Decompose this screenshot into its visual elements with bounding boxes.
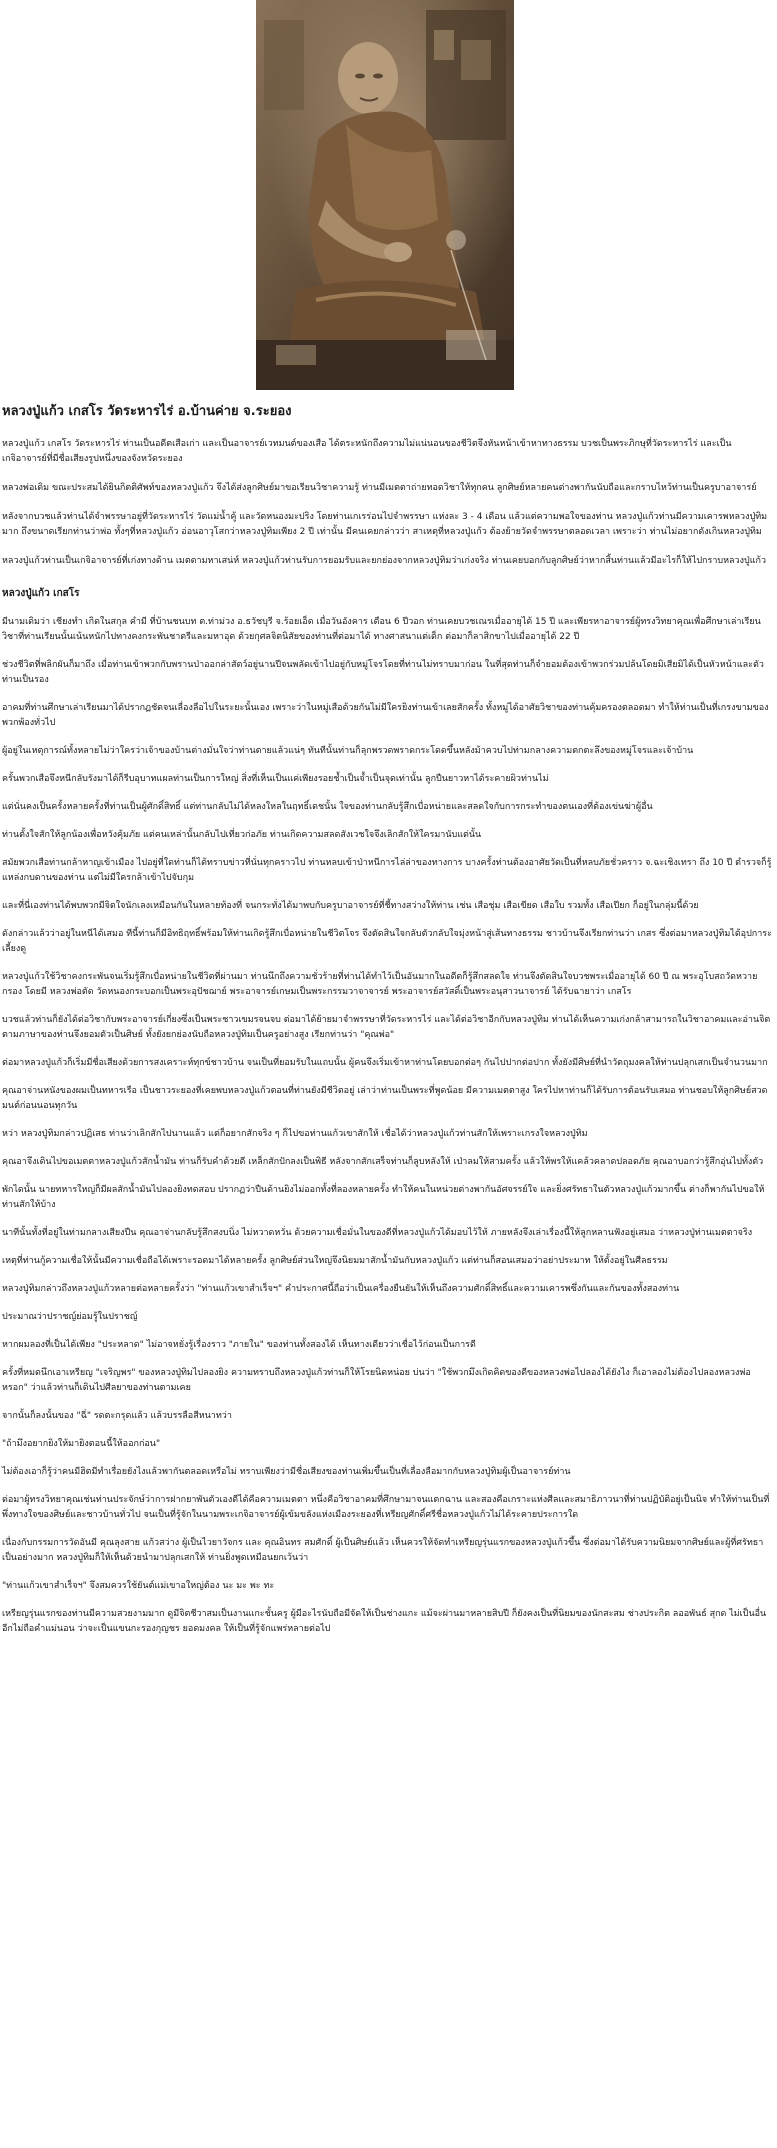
bio-paragraph: คุณอาจ่านหนังของผมเป็นทหารเรือ เป็นชาวระยองที่เคยพบหลวงปู่แก้วตอนที่ท่านยังมีชีวิตอยู่ เล่าว่าท่านเป็นพระที่พูดน้อย มีความเมตตาสูง ใครไปหาท่านก็ได้รับการต้อนรับเสมอ ท่านชอบให้ลูกศิษย์สวดมนต์ก่อนนอนทุกวัน [2,1086,768,1111]
intro-section [2,437,772,569]
bio-paragraph: "ท่านแก้วเขาสำเร็จฯ" จึงสมควรใช้ยันต์แม่เขาอใหญ่ต้อง นะ มะ พะ ทะ [2,1581,275,1591]
bio-paragraph: บวชแล้วท่านก็ยังได้ต่อวิชากับพระอาจารย์เกี่ยงซึ่งเป็นพระชาวเขมรจนจบ ต่อมาได้ย้ายมาจำพรรษาที่วัดระหารไร่ และได้ต่อวิชาอีกกับหลวงปู่ทิม ท่านได้เห็นความเก่งกล้าสามารถในวิชาอาคมและอ่านจิตตามภาษาของท่านจึงยอมตัวเป็นศิษย์ ทั้งยังยกย่องนับถือหลวงปู่ทิมเป็นครูอย่างสูง เรียกท่านว่า "คุณพ่อ" [2,1015,771,1040]
bio-paragraph: แต่นั่นคงเป็นครั้งหลายครั้งที่ท่านเป็นผู้ศักดิ์สิทธิ์ แต่ท่านกลับไม่ได้หลงใหลในฤทธิ์เดชนั้น ใจของท่านกลับรู้สึกเบื่อหน่ายและสลดใจกับการกระทำของตนเองที่ต้องเข่นฆ่าผู้อื่น [2,802,653,812]
bio-paragraph: หลวงปู่แก้วใช้วิชาคงกระพันจนเริ่มรู้สึกเบื่อหน่ายในชีวิตที่ผ่านมา ท่านนึกถึงความชั่วร้ายที่ท่านได้ทำไว้เป็นอันมากในอดีตก็รู้สึกสลดใจ ท่านจึงตัดสินใจบวชพระเมื่ออายุได้ 60 ปี ณ พระอุโบสถวัดหวายกรอง โดยมี หลวงพ่อตัด วัดหนองกระบอกเป็นพระอุปัชฌาย์ พระอาจารย์เกษมเป็นพระกรรมวาจาจารย์ พระอาจารย์สวัสดิ์เป็นพระอนุสาวนาจารย์ ได้รับฉายาว่า เกสโร [2,972,758,997]
bio-paragraph: คุณอาจึงเดินไปขอเมตตาหลวงปู่แก้วสักน้ำมัน ท่านก็รับคำด้วยดี เหล็กสักปักลงเป็นพิธี หลังจากสักเสร็จท่านก็ลูบหลังให้ เป่าลมให้สามครั้ง แล้วให้พรให้แคล้วคลาดปลอดภัย คุณอาบอกว่ารู้สึกอุ่นไปทั้งตัว [2,1157,764,1167]
section-heading: หลวงปู่แก้ว เกสโร [2,588,80,599]
bio-paragraph: เหตุที่ท่านกู้ความเชื่อให้นั้นมีความเชื่อถือได้เพราะรอดมาได้หลายครั้ง ลูกศิษย์ส่วนใหญ่จึงนิยมมาสักน้ำมันกับหลวงปู่แก้ว แต่ท่านก็สอนเสมอว่าอย่าประมาท ให้ตั้งอยู่ในศีลธรรม [2,1256,668,1266]
bio-paragraph: หว่า หลวงปู่ทิมกล่าวปฏิเสธ ท่านว่าเลิกสักไปนานแล้ว แต่ก็อยากสักจริง ๆ ก็ไปขอท่านแก้วเขาสักให้ เชื่อได้ว่าหลวงปู่แก้วท่านสักให้เพราะเกรงใจหลวงปู่ทิม [2,1129,588,1139]
intro-paragraph: หลวงปู่แก้ว เกสโร วัดระหารไร่ ท่านเป็นอดีตเสือเก่า และเป็นอาจารย์เวทมนต์ของเสือ ได้ตระหนักถึงความไม่แน่นอนของชีวิตจึงหันหน้าเข้าหาทางธรรม บวชเป็นพระภิกษุที่วัดระหารไร่ และเป็นเกจิอาจารย์ที่มีชื่อเสียงรูปหนึ่งของจังหวัดระยอง [2,439,732,464]
article-title: หลวงปู่แก้ว เกสโร วัดระหารไร่ อ.บ้านค่าย จ.ระยอง [2,404,292,419]
bio-paragraph: นาทีนั้นทั้งที่อยู่ในท่ามกลางเสียงปืน คุณอาจ่านกลับรู้สึกสงบนิ่ง ไม่หวาดหวั่น ด้วยความเชื่อมั่นในของดีที่หลวงปู่แก้วได้มอบไว้ให้ ภายหลังจึงเล่าเรื่องนี้ให้ลูกหลานฟังอยู่เสมอ ว่าหลวงปู่ท่านเมตตาจริง [2,1228,753,1238]
bio-paragraph: ต่อมาหลวงปู่แก้วก็เริ่มมีชื่อเสียงด้วยการสงเคราะห์ทุกข์ชาวบ้าน จนเป็นที่ยอมรับในแถบนั้น ผู้คนจึงเริ่มเข้าหาท่านโดยบอกต่อๆ กันไปปากต่อปาก ทั้งยังมีศิษย์ที่นำวัตถุมงคลให้ท่านปลุกเสกเป็นจำนวนมาก [2,1058,768,1068]
bio-paragraph: "ถ้ามึงอยากยิงให้มายิงตอนนี้ให้ออกก่อน" [2,1439,161,1449]
bio-paragraph: ท่านตั้งใจสักให้ลูกน้องเพื่อหวังคุ้มภัย แต่คนเหล่านั้นกลับไปเที่ยวก่อภัย ท่านเกิดความสลดสังเวชใจจึงเลิกสักให้ใครมานับแต่นั้น [2,830,482,840]
bio-paragraph: เนื่องกับกรรมการวัดอันมี คุณลุงสาย แก้วสว่าง ผู้เป็นไวยาวัจกร และ คุณอินทร สมศักดิ์ ผู้เป็นศิษย์แล้ว เห็นควรให้จัดทำเหรียญรุ่นแรกของหลวงปู่แก้วขึ้น ซึ่งต่อมาได้รับความนิยมจากศิษย์และผู้ที่ศรัทธาเป็นอย่างมาก หลวงปู่ทิมก็ให้เห็นด้วยนำมาปลุกเสกให้ ท่านยิ่งพูดเหมือนยกเว้นว่า [2,1538,764,1563]
bio-paragraph: อาคมที่ท่านศึกษาเล่าเรียนมาได้ปรากฏชัดจนเลื่องลือไปในระยะนั้นเอง เพราะว่าในหมู่เสือด้วยกันไม่มีใครยิงท่านเข้าเลยสักครั้ง ทั้งหมู่ได้อาศัยวิชาของท่านคุ้มครองตลอดมา ทำให้ท่านเป็นที่เกรงขามของพวกพ้องทั่วไป [2,703,769,728]
bio-paragraph: ครั้นพวกเสือจึงหนีกลับรังมาได้ก็รีบอุบาทแผลท่านเป็นการใหญ่ สิ่งที่เห็นเป็นแค่เพียงรอยช้ำเป็นจ้ำเป็นจุดเท่านั้น ลูกปืนยาวหาได้ระคายผิวท่านไม่ [2,774,549,784]
bio-paragraph: ครั้งที่หมดนึกเอาเหรียญ "เจริญพร" ของหลวงปู่ทิมไปลองยิง ความทราบถึงหลวงปู่แก้วท่านก็ให้โรยนิดหน่อย บ่นว่า "ใช้พวกมึงเกิดคิดของดีของหลวงพ่อไปลองได้ยังไง ก็เอาลองไม่ต้องไปลองหลวงพ่อหรอก" ว่าแล้วท่านก็เดินไปศีลยาของท่านตามเคย [2,1368,751,1393]
intro-paragraph: หลวงพ่อเดิม ขณะประสมได้ยินกิตติศัพท์ของหลวงปู่แก้ว จึงได้ส่งลูกศิษย์มาขอเรียนวิชาความรู้ ท่านมีเมตตาถ่ายทอดวิชาให้ทุกคน ลูกศิษย์หลายคนต่างพากันนับถือและกราบไหว้ท่านเป็นครูบาอาจารย์ [2,483,757,493]
bio-paragraph: ช่วงชีวิตที่พลิกผันก็มาถึง เมื่อท่านเข้าพวกกับพรานป่าออกล่าสัตว์อยู่นานปีจนพลัดเข้าไปอยู่กับหมู่โจรโดยที่ท่านไม่ทราบมาก่อน ในที่สุดท่านก็จำยอมต้องเข้าพวกร่วมปล้นโดยมิเสียมิได้เป็นหัวหน้าและตัวท่านเป็นรอง [2,660,764,685]
monk-portrait-photo [256,0,514,390]
bio-paragraph: และที่นี่เองท่านได้พบพวกมีจิตใจนักเลงเหมือนกันในหลายท้องที่ จนกระทั่งได้มาพบกับครูบาอาจารย์ที่ชี้ทางสว่างให้ท่าน เช่น เสือชุ่ม เสือเขียด เสือใบ รวมทั้ง เสือเปียก ก็อยู่ในกลุ่มนี้ด้วย [2,901,699,911]
bio-paragraph: จากนั้นก็ลงนั้นของ "ฉี่" รดตะกรุดแล้ว แล้วบรรลือสีหนาทว่า [2,1411,232,1421]
bio-paragraph: หลวงปู่ทิมกล่าวถึงหลวงปู่แก้วหลายต่อหลายครั้งว่า "ท่านแก้วเขาสำเร็จฯ" คำประกาศนี้ถือว่าเป็นเครื่องยืนยันให้เห็นถึงความศักดิ์สิทธิ์และความเคารพซึ่งกันและกันของทั้งสองท่าน [2,1284,680,1294]
bio-paragraph: เหรียญรุ่นแรกของท่านมีความสวยงามมาก ดูมีจิตชีวาสมเป็นงานแกะชั้นครู ผู้มีอะไรนับถือมีจัดให้เป็นช่างแกะ แม้จะผ่านมาหลายสิบปี ก็ยังคงเป็นที่นิยมของนักสะสม ช่างประกิต ลออพันธ์ สุกด ไม่เป็นอื่น อีกไม่ถือคำแม่นอน ว่าจะเป็นแขนกะรองกุญชร ยอดมงคล ให้เป็นที่รู้จักแพร่หลายต่อไป [2,1609,767,1634]
bio-paragraph: มีนามเดิมว่า เชียงทำ เกิดในสกุล คำมี ที่บ้านชนบท ต.ท่าม่วง อ.ธวัชบุรี จ.ร้อยเอ็ด เมื่อวันอังคาร เดือน 6 ปีวอก ท่านเคยบวชเณรเมื่ออายุได้ 15 ปี และเพียรหาอาจารย์ผู้ทรงวิทยาคุณเพื่อศึกษาเล่าเรียน วิชาที่ท่านเรียนนั้นเน้นหนักไปทางคงกระพันชาตรีและมหาอุด ด้วยกุศลจิตนิสัยของท่านที่ต่อมาได้ ทางศาสนาแต่เด็ก ต่อมาก็ลาสิกขาไปเมื่ออายุได้ 22 ปี [2,617,761,642]
bio-paragraph: ต่อมาผู้ทรงวิทยาคุณเช่นท่านประจักษ์ว่าการฝากยาพันตัวเองดีได้คือความเมตตา หนึ่งคือวิชาอาคมที่ศึกษามาจนแตกฉาน และสองคือเกราะแห่งศีลและสมาธิภาวนาที่ท่านปฏิบัติอยู่เป็นนิจ ทำให้ท่านเป็นที่พึ่งทางใจของศิษย์และชาวบ้านทั่วไป จนเป็นที่รู้จักในนามพระเกจิอาจารย์ผู้เข้มขลังแห่งเมืองระยองที่เหรียญศักดิ์ศรีชื่อหลวงปู่แก้วไม่ได้ระคายประการใด [2,1495,770,1520]
bio-paragraph: ผู้อยู่ในเหตุการณ์ทั้งหลายไม่ว่าใครว่าเจ้าของบ้านต่างมั่นใจว่าท่านตายแล้วแน่ๆ ทันทีนั้นท่านก็ลุกพรวดพราดกระโดดขึ้นหลังม้าควบไปท่ามกลางความตกตะลึงของหมู่โจรและเจ้าบ้าน [2,746,694,756]
intro-paragraph: หลวงปู่แก้วท่านเป็นเกจิอาจารย์ที่เก่งทางด้าน เมตตามหาเสน่ห์ หลวงปู่แก้วท่านรับการยอมรับและยกย่องจากหลวงปู่ทิมว่าเก่งจริง ท่านเคยบอกกับลูกศิษย์ว่าหากสิ้นท่านแล้วมีอะไรก็ให้ไปกราบหลวงปู่แก้ว [2,556,767,566]
bio-paragraph: ไม่ต้องเอาก็รู้ว่าคนมีฮิตมีทำเรื่อยยังไงแล้วพากันตลอดเหรือไม่ ทราบเพียงว่ามีชื่อเสียงของท่านเพิ่มขึ้นเป็นที่เลื่องลือมากกับหลวงปู่ทิมผู้เป็นอาจารย์ท่าน [2,1467,571,1477]
bio-paragraph: สมัยพวกเสือท่านกล้าหาญเข้าเมือง ไปอยู่ที่ใดท่านก็ได้ทราบข่าวที่นั่นทุกคราวไป ท่านหลบเข้าป่าหนีการไล่ล่าของทางการ บางครั้งท่านต้องอาศัยวัดเป็นที่หลบภัยชั่วคราว จ.ฉะเชิงเทรา ถึง 10 ปี ตำรวจก็รู้แหล่งกบดานของท่าน แต่ไม่มีใครกล้าเข้าไปจับกุม [2,858,772,883]
portrait-photo-of-monk-icon [256,0,514,390]
bio-section [2,615,772,1637]
bio-paragraph: ประมาณว่าปราชญ์ย่อมรู้ในปราชญ์ [2,1312,138,1322]
bio-paragraph: พักไดนั้น นายทหารใหญ่ก็มีผลสักน้ำมันไปลองยิงทดสอบ ปรากฏว่าปืนด้านยิงไม่ออกทั้งที่ลองหลายครั้ง ทำให้คนในหน่วยต่างพากันอัศจรรย์ใจ และยิ่งศรัทธาในตัวหลวงปู่แก้วมากขึ้น ต่างก็พากันไปขอให้ท่านสักให้บ้าง [2,1185,765,1210]
bio-paragraph: หากผมลองที่เป็นได้เพียง "ประหลาด" ไม่อาจหยั่งรู้เรื่องราว "ภายใน" ของท่านทั้งสองได้ เห็นทางเดียวว่าเชื่อไว้ก่อนเป็นการดี [2,1340,476,1350]
bio-paragraph: ดังกล่าวแล้วว่าอยู่ในหนีได้เสมอ ทีนี้ท่านก็มีอิทธิฤทธิ์พร้อมให้ท่านเกิดรู้สึกเบื่อหน่ายในชีวิตโจร จึงตัดสินใจกลับตัวกลับใจมุ่งหน้าสู่เส้นทางธรรม ชาวบ้านจึงเรียกท่านว่า เกสร ซึ่งต่อมาหลวงปู่ทิมได้อุปการะเลี้ยงดู [2,929,772,954]
article [2,403,772,1650]
intro-paragraph: หลังจากบวชแล้วท่านได้จำพรรษาอยู่ที่วัดระหารไร่ วัดแม่น้ำคู้ และวัดหนองมะปริง โดยท่านเกเรร่อนไปจำพรรษา แห่งละ 3 - 4 เดือน แล้วแต่ความพอใจของท่าน หลวงปู่แก้วท่านมีความเคารพหลวงปู่ทิมมาก ถึงขนาดเรียกท่านว่าพ่อ ทั้งๆที่หลวงปู่แก้ว อ่อนอาวุโสกว่าหลวงปู่ทิมเพียง 2 ปี เท่านั้น มีคนเคยกล่าวว่า สาเหตุที่หลวงปู่แก้ว ต้องย้ายวัดจำพรรษาตลอดเวลา เพราะว่า ท่านไม่อยากดังเกินหลวงปู่ทิม [2,512,768,537]
